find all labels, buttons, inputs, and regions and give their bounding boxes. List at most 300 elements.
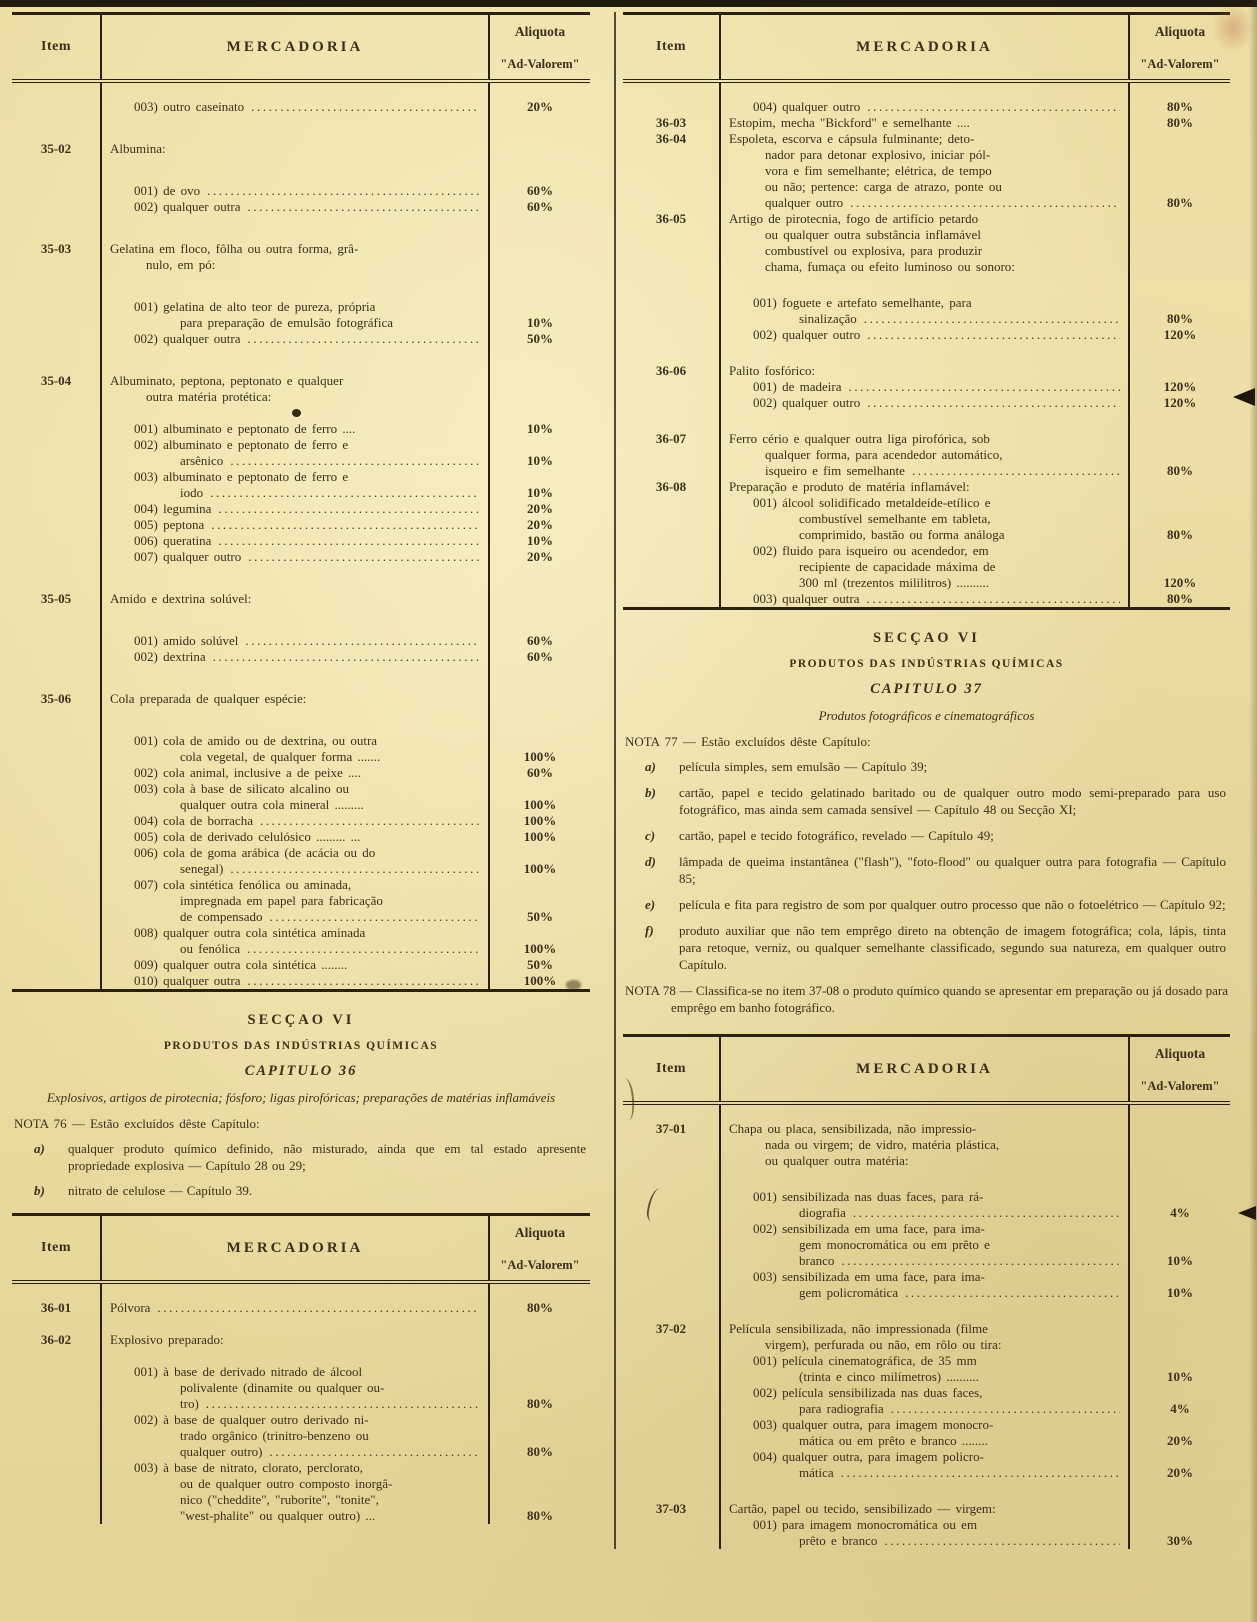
note-text: cartão, papel e tecido gelatinado baritado ou de qualquer outro modo semi-preparado para uso fotográfico, mas ainda sem camada sensível — Capítulo 48 ou Secção XI;: [679, 785, 1226, 817]
aliquota-value: [1130, 1105, 1230, 1121]
aliquota-value: [490, 1380, 590, 1396]
mercadoria-text: ou qualquer outra substância inflamável: [765, 227, 981, 242]
mercadoria-cell: [719, 1105, 1130, 1121]
table-line: [12, 115, 590, 141]
aliquota-value: [490, 215, 590, 241]
aliquota-value: 80%: [1167, 591, 1193, 606]
mercadoria-text: 300 ml (trezentos mililitros) ..........: [799, 575, 989, 590]
mercadoria-text: Pólvora: [110, 1300, 151, 1315]
item-code: 35-03: [40, 241, 72, 256]
item-code: [12, 957, 100, 973]
item-code: [623, 1533, 719, 1549]
aliquota-value: 50%: [527, 331, 553, 346]
chapter-title: CAPITULO 36: [244, 1063, 358, 1079]
item-code: [12, 1460, 100, 1476]
aliquota-value: 50%: [527, 957, 553, 972]
item-code: [12, 1316, 100, 1332]
item-code: [12, 813, 100, 829]
item-code: [623, 543, 719, 559]
mercadoria-cell: [719, 1153, 1130, 1169]
mercadoria-text: 006) queratina: [134, 533, 212, 548]
mercadoria-text: 002) cola animal, inclusive a de peixe ....: [134, 765, 361, 780]
mercadoria-cell: [100, 1396, 490, 1412]
mercadoria-text: Preparação e produto de matéria inflamável:: [729, 479, 970, 494]
mercadoria-cell: [100, 607, 490, 633]
mercadoria-cell: [100, 517, 490, 533]
item-code: [12, 1412, 100, 1428]
mercadoria-cell: [719, 463, 1130, 479]
mercadoria-text: qualquer outro): [180, 1444, 263, 1459]
item-code: [623, 1221, 719, 1237]
item-code: [623, 1137, 719, 1153]
note-letter: e): [645, 897, 656, 912]
aliquota-value: [1130, 343, 1230, 363]
item-code: [12, 257, 100, 273]
table-line: [12, 83, 590, 99]
mercadoria-cell: [100, 1460, 490, 1476]
mercadoria-cell: [100, 1364, 490, 1380]
aliquota-value: 20%: [527, 517, 553, 532]
mercadoria-text: comprimido, bastão ou forma análoga: [799, 527, 1005, 542]
aliquota-value: [1130, 495, 1230, 511]
table-line: [623, 275, 1230, 295]
mercadoria-cell: [719, 227, 1130, 243]
column-header-aliquota: [490, 15, 590, 79]
item-code: [12, 347, 100, 373]
mercadoria-text: iodo: [180, 485, 204, 500]
note-letter: f): [645, 923, 654, 938]
item-code: [623, 559, 719, 575]
mercadoria-text: 001) de madeira: [753, 379, 842, 394]
mercadoria-cell: [719, 243, 1130, 259]
table-line: [623, 1465, 1230, 1481]
aliquota-value: [1130, 447, 1230, 463]
mercadoria-cell: [719, 379, 1130, 395]
mercadoria-text: Chapa ou placa, sensibilizada, não impressio-: [729, 1121, 977, 1136]
table-line: [12, 405, 590, 421]
mercadoria-cell: [719, 543, 1130, 559]
note-text: película simples, sem emulsão — Capítulo 39;: [679, 759, 928, 774]
mercadoria-text: nador para detonar explosivo, iniciar pól-: [765, 147, 991, 162]
aliquota-value: [1130, 411, 1230, 431]
item-code: 37-01: [655, 1121, 687, 1136]
aliquota-value: [490, 591, 590, 607]
dot-leader: [864, 311, 1120, 327]
table-line: [623, 479, 1230, 495]
item-code: [12, 749, 100, 765]
table-line: [623, 495, 1230, 511]
mercadoria-cell: [100, 691, 490, 707]
item-code: [623, 1401, 719, 1417]
aliquota-value: 60%: [527, 633, 553, 648]
table-line: [623, 1449, 1230, 1465]
table-line: [12, 649, 590, 665]
table-line: [12, 501, 590, 517]
aliquota-value: [1130, 1321, 1230, 1337]
aliquota-value: [490, 607, 590, 633]
column-header-aliquota: [1130, 1037, 1230, 1101]
table-line: [12, 183, 590, 199]
table-line: [623, 343, 1230, 363]
aliquota-value: 80%: [1167, 527, 1193, 542]
dot-leader: [270, 1444, 480, 1460]
mercadoria-text: Espoleta, escorva e cápsula fulminante; deto-: [729, 131, 975, 146]
mercadoria-cell: [719, 1121, 1130, 1137]
mercadoria-cell: [719, 363, 1130, 379]
mercadoria-text: qualquer outro: [765, 195, 844, 210]
table-line: [12, 241, 590, 257]
aliquota-value: 120%: [1163, 327, 1197, 342]
item-code: [623, 195, 719, 211]
column-header-mercadoria: [100, 1216, 490, 1280]
mercadoria-cell: [100, 1316, 490, 1332]
table-line: [12, 765, 590, 781]
aliquota-value: 10%: [1167, 1285, 1193, 1300]
item-code: 36-03: [655, 115, 687, 130]
aliquota-label: Aliquota: [514, 24, 566, 39]
mercadoria-text: recipiente de capacidade máxima de: [799, 559, 996, 574]
mercadoria-text: Albumina:: [110, 141, 166, 156]
mercadoria-cell: [719, 591, 1130, 607]
table-line: [12, 893, 590, 909]
dot-leader: [248, 549, 480, 565]
mercadoria-text: 001) gelatina de alto teor de pureza, própria: [134, 299, 376, 314]
mercadoria-cell: [719, 115, 1130, 131]
item-code: [12, 549, 100, 565]
aliquota-label: Aliquota: [1154, 1046, 1206, 1061]
table-line: [12, 469, 590, 485]
table-line: [12, 1460, 590, 1476]
mercadoria-cell: [719, 1189, 1130, 1205]
item-code: [12, 183, 100, 199]
table-line: [12, 141, 590, 157]
table-line: [12, 691, 590, 707]
table-line: [623, 1501, 1230, 1517]
dot-leader: [248, 331, 480, 347]
aliquota-value: 100%: [523, 973, 557, 988]
mercadoria-cell: [100, 347, 490, 373]
mercadoria-text: outra matéria protética:: [146, 389, 272, 404]
chapter-title: CAPITULO 37: [870, 681, 983, 697]
item-code: [12, 437, 100, 453]
mercadoria-cell: [100, 469, 490, 485]
mercadoria-text: 002) qualquer outra: [134, 199, 241, 214]
dot-leader: [230, 453, 480, 469]
item-code: [623, 1337, 719, 1353]
mercadoria-cell: [100, 183, 490, 199]
mercadoria-cell: [719, 1301, 1130, 1321]
ad-valorem-label: "Ad-Valorem": [1140, 57, 1220, 71]
mercadoria-cell: [100, 389, 490, 405]
aliquota-value: [1130, 1481, 1230, 1501]
table-line: [623, 575, 1230, 591]
table-line: [12, 733, 590, 749]
dot-leader: [230, 861, 480, 877]
nota-heading: NOTA 76 — Estão excluídos dêste Capítulo:: [14, 1116, 260, 1131]
mercadoria-text: nulo, em pó:: [146, 257, 216, 272]
table-line: [623, 1269, 1230, 1285]
table-line: [623, 1385, 1230, 1401]
mercadoria-cell: [100, 633, 490, 649]
aliquota-value: [1130, 1337, 1230, 1353]
mercadoria-text: 009) qualquer outra cola sintética ........: [134, 957, 348, 972]
aliquota-value: [1130, 1221, 1230, 1237]
item-code: [12, 501, 100, 517]
mercadoria-text: 001) foguete e artefato semelhante, para: [753, 295, 972, 310]
item-code: [12, 1396, 100, 1412]
mercadoria-cell: [100, 215, 490, 241]
mercadoria-text: 002) qualquer outro: [753, 395, 861, 410]
mercadoria-cell: [100, 957, 490, 973]
item-code: 36-07: [655, 431, 687, 446]
aliquota-value: [490, 373, 590, 389]
table-line: [623, 1301, 1230, 1321]
mercadoria-cell: [100, 549, 490, 565]
item-code: [12, 485, 100, 501]
mercadoria-text: 001) película cinematográfica, de 35 mm: [753, 1353, 977, 1368]
aliquota-value: 80%: [1167, 463, 1193, 478]
item-code: [623, 275, 719, 295]
aliquota-value: 80%: [527, 1300, 553, 1315]
mercadoria-cell: [719, 1465, 1130, 1481]
mercadoria-text: Gelatina em floco, fôlha ou outra forma, grâ-: [110, 241, 359, 256]
table-line: [623, 1321, 1230, 1337]
mercadoria-label: MERCADORIA: [226, 38, 364, 55]
mercadoria-cell: [719, 1449, 1130, 1465]
aliquota-value: 60%: [527, 183, 553, 198]
table-line: [12, 485, 590, 501]
mercadoria-text: gem policromática: [799, 1285, 899, 1300]
aliquota-value: 4%: [1170, 1205, 1190, 1220]
item-code: [12, 797, 100, 813]
table-line: [623, 1533, 1230, 1549]
table-line: [623, 1105, 1230, 1121]
mercadoria-text: 001) à base de derivado nitrado de álcool: [134, 1364, 363, 1379]
mercadoria-cell: [100, 1300, 490, 1316]
item-code: [623, 1285, 719, 1301]
aliquota-value: [1130, 211, 1230, 227]
section-heading-ch37: [623, 610, 1230, 1034]
column-header-aliquota: [490, 1216, 590, 1280]
item-code: [623, 1301, 719, 1321]
dot-leader: [841, 1465, 1120, 1481]
item-code: [12, 199, 100, 215]
aliquota-value: [1130, 511, 1230, 527]
table-line: [623, 1353, 1230, 1369]
item-code: [12, 273, 100, 299]
dot-leader: [218, 501, 480, 517]
mercadoria-text: Albuminato, peptona, peptonato e qualquer: [110, 373, 344, 388]
aliquota-value: [1130, 295, 1230, 311]
aliquota-value: [1130, 1385, 1230, 1401]
mercadoria-text: 003) qualquer outra: [753, 591, 860, 606]
mercadoria-cell: [100, 973, 490, 989]
mercadoria-text: 005) cola de derivado celulósico ......... ...: [134, 829, 361, 844]
mercadoria-cell: [100, 591, 490, 607]
item-code: [12, 517, 100, 533]
dot-leader: [248, 973, 480, 989]
table-body: [623, 83, 1230, 607]
dot-leader: [850, 195, 1120, 211]
mercadoria-cell: [719, 179, 1130, 195]
mercadoria-text: combustível ou explosiva, para produzir: [765, 243, 983, 258]
table-line: [12, 1428, 590, 1444]
mercadoria-text: 002) albuminato e peptonato de ferro e: [134, 437, 349, 452]
table-line: [12, 973, 590, 989]
table-line: [12, 373, 590, 389]
dot-leader: [891, 1401, 1120, 1417]
item-code: [623, 495, 719, 511]
item-code: [623, 1385, 719, 1401]
aliquota-value: [490, 257, 590, 273]
table-line: [12, 633, 590, 649]
table-line: [623, 179, 1230, 195]
table-line: [623, 147, 1230, 163]
mercadoria-text: 002) qualquer outra: [134, 331, 241, 346]
mercadoria-text: Explosivo preparado:: [110, 1332, 224, 1347]
item-code: [12, 633, 100, 649]
aliquota-value: [1130, 1417, 1230, 1433]
aliquota-value: [490, 1316, 590, 1332]
dot-leader: [841, 1253, 1120, 1269]
item-code: [623, 227, 719, 243]
table-line: [623, 115, 1230, 131]
mercadoria-cell: [100, 405, 490, 421]
item-code: [12, 845, 100, 861]
mercadoria-cell: [719, 447, 1130, 463]
dot-leader: [210, 485, 480, 501]
item-code: [623, 575, 719, 591]
aliquota-value: [1130, 559, 1230, 575]
mercadoria-label: MERCADORIA: [856, 38, 993, 55]
table-line: [12, 421, 590, 437]
item-code: [623, 1253, 719, 1269]
aliquota-value: 10%: [527, 453, 553, 468]
table-line: [623, 211, 1230, 227]
scan-edge-artifact: [0, 0, 1257, 7]
table-line: [12, 99, 590, 115]
mercadoria-cell: [100, 893, 490, 909]
mercadoria-cell: [100, 861, 490, 877]
mercadoria-cell: [719, 131, 1130, 147]
mercadoria-text: Artigo de pirotecnia, fogo de artifício petardo: [729, 211, 979, 226]
mercadoria-cell: [719, 211, 1130, 227]
note-letter: a): [34, 1141, 45, 1156]
table-line: [623, 243, 1230, 259]
item-code: [12, 1364, 100, 1380]
aliquota-value: [1130, 1137, 1230, 1153]
table-line: [12, 707, 590, 733]
aliquota-value: 20%: [527, 549, 553, 564]
mercadoria-text: 002) dextrina: [134, 649, 206, 664]
table-line: [12, 1492, 590, 1508]
item-code: [623, 1169, 719, 1189]
mercadoria-label: MERCADORIA: [856, 1060, 993, 1077]
item-code: 37-02: [655, 1321, 687, 1336]
dot-leader: [853, 1205, 1120, 1221]
aliquota-value: [490, 347, 590, 373]
table-line: [12, 1284, 590, 1300]
section-heading-ch36: [12, 992, 590, 1213]
mercadoria-cell: [100, 1444, 490, 1460]
mercadoria-text: 002) película sensibilizada nas duas faces,: [753, 1385, 983, 1400]
nota-items: [625, 758, 1228, 973]
item-code: [623, 1237, 719, 1253]
mercadoria-text: qualquer forma, para acendedor automático,: [765, 447, 1003, 462]
item-code: [623, 243, 719, 259]
item-code: [12, 99, 100, 115]
note-letter: c): [645, 828, 656, 843]
aliquota-value: [1130, 1353, 1230, 1369]
mercadoria-text: Película sensibilizada, não impressionada (filme: [729, 1321, 988, 1336]
mercadoria-text: 007) qualquer outro: [134, 549, 242, 564]
aliquota-value: [490, 273, 590, 299]
aliquota-value: 100%: [523, 829, 557, 844]
aliquota-value: 30%: [1167, 1533, 1193, 1548]
item-code: [12, 781, 100, 797]
table-header: [623, 15, 1230, 83]
table-line: [623, 447, 1230, 463]
table-line: [623, 1337, 1230, 1353]
aliquota-value: 120%: [1163, 395, 1197, 410]
aliquota-value: [1130, 1449, 1230, 1465]
page-body: [0, 7, 1238, 1549]
dot-leader: [248, 199, 480, 215]
item-code: 35-05: [40, 591, 72, 606]
item-code: 36-04: [655, 131, 687, 146]
note-item: [645, 784, 1228, 818]
dot-leader: [867, 395, 1120, 411]
table-line: [12, 957, 590, 973]
mercadoria-cell: [100, 1380, 490, 1396]
table-line: [623, 1481, 1230, 1501]
item-code: [12, 925, 100, 941]
aliquota-value: [1130, 147, 1230, 163]
mercadoria-cell: [719, 163, 1130, 179]
mercadoria-cell: [719, 1137, 1130, 1153]
mercadoria-cell: [719, 99, 1130, 115]
column-header-mercadoria: [719, 15, 1130, 79]
item-code: [12, 1348, 100, 1364]
aliquota-value: [1130, 479, 1230, 495]
item-code: [12, 1284, 100, 1300]
mercadoria-cell: [100, 1332, 490, 1348]
aliquota-value: [490, 733, 590, 749]
aliquota-value: 100%: [523, 813, 557, 828]
aliquota-value: [490, 1412, 590, 1428]
item-code: [12, 607, 100, 633]
mercadoria-cell: [100, 533, 490, 549]
dot-leader: [867, 591, 1120, 607]
aliquota-value: 120%: [1163, 379, 1197, 394]
table-body: [623, 1105, 1230, 1549]
table-line: [12, 1444, 590, 1460]
aliquota-value: [1130, 1237, 1230, 1253]
aliquota-value: 50%: [527, 909, 553, 924]
mercadoria-text: ou qualquer outra matéria:: [765, 1153, 909, 1168]
mercadoria-text: chama, fumaça ou efeito luminoso ou sonoro:: [765, 259, 1015, 274]
aliquota-value: [490, 1460, 590, 1476]
table-line: [12, 1364, 590, 1380]
mercadoria-text: 003) albuminato e peptonato de ferro e: [134, 469, 349, 484]
aliquota-value: [1130, 83, 1230, 99]
note-item: [645, 896, 1228, 913]
aliquota-value: [490, 565, 590, 591]
mercadoria-text: ou de qualquer outro composto inorgâ-: [180, 1476, 393, 1491]
table-line: [12, 273, 590, 299]
dot-leader: [867, 99, 1120, 115]
item-code: [623, 1517, 719, 1533]
